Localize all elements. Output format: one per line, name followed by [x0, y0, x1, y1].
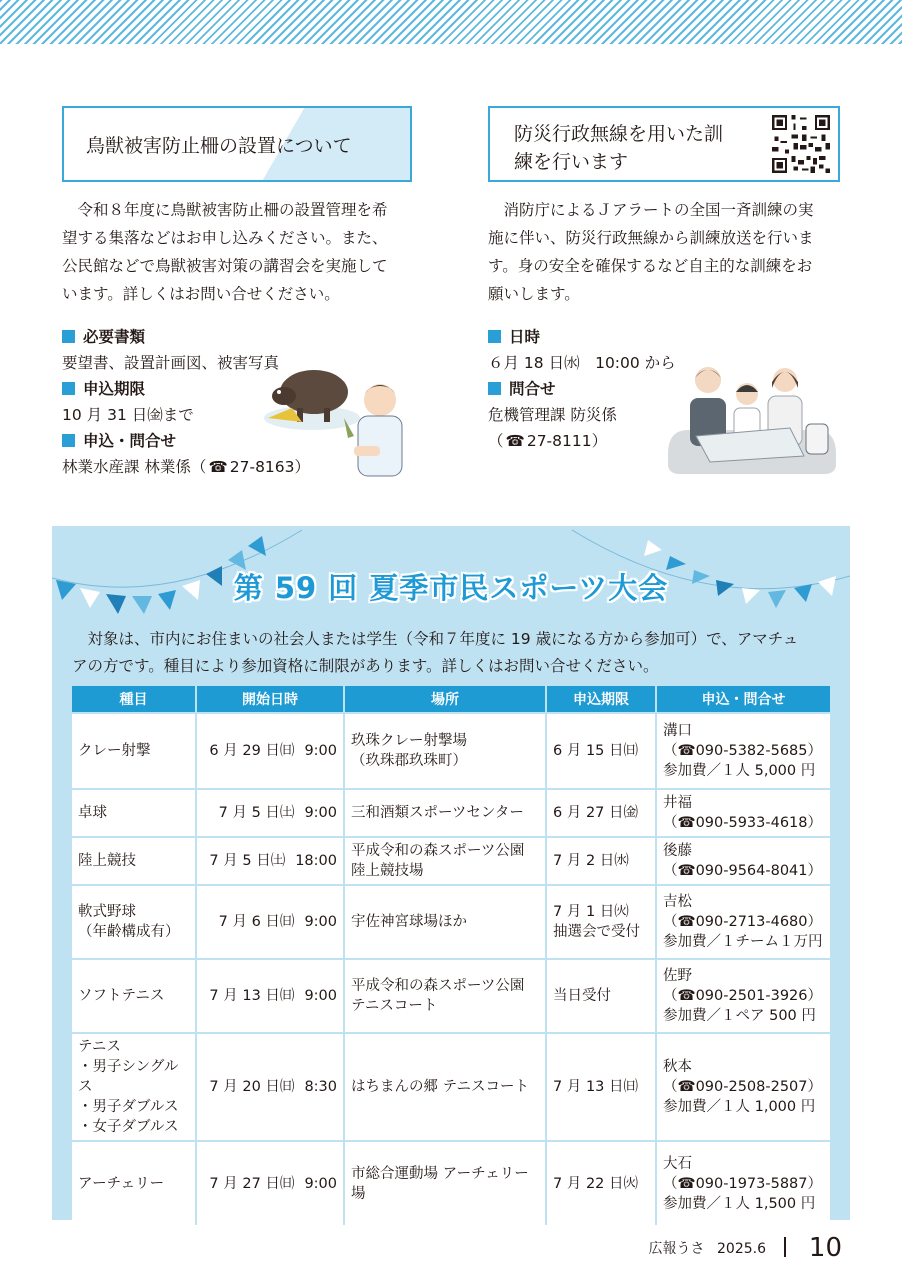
- contact-name: 井福: [663, 795, 692, 811]
- column-header-event: 種目: [72, 686, 196, 713]
- paren-open: （: [663, 815, 678, 831]
- cell-event: [72, 837, 196, 885]
- qr-code-icon: [770, 113, 832, 175]
- phone-icon: ☎: [505, 432, 525, 450]
- start-time: 9:00: [304, 1175, 337, 1192]
- event-name-line: ソフトテニス: [78, 988, 165, 1004]
- cell-deadline: [546, 789, 656, 837]
- place-line: テニスコート: [351, 998, 438, 1014]
- deadline-value: 10 月 31 日㈮まで: [62, 406, 194, 424]
- article-title-box: [62, 106, 412, 182]
- paragraph-line: 公民館などで鳥獣被害対策の講習会を実施して: [62, 257, 388, 275]
- column-header-start: 開始日時: [196, 686, 344, 713]
- contact-dept: 林業水産課 林業係（: [62, 458, 207, 476]
- cell-deadline: [546, 959, 656, 1033]
- event-name-line: クレー射撃: [78, 743, 151, 759]
- required-docs-label: 必要書類: [62, 324, 145, 350]
- start-date: 7 月 27 日㈰: [209, 1175, 295, 1192]
- place-line: （玖珠郡玖珠町）: [351, 753, 467, 769]
- participation-fee: 参加費／１人 1,500 円: [663, 1195, 816, 1212]
- article-title-line-1: 防災行政無線を用いた訓: [514, 123, 724, 145]
- contact-suffix: ）: [294, 458, 311, 476]
- paren-close: ）: [807, 1175, 823, 1192]
- place-line: 陸上競技場: [351, 863, 424, 879]
- paren-close: ）: [807, 743, 823, 759]
- start-date: 7 月 5 日㈯: [209, 853, 286, 869]
- cell-contact: [656, 885, 830, 959]
- cell-deadline: [546, 1033, 656, 1141]
- event-name-line: テニス: [78, 1039, 121, 1055]
- cell-contact: [656, 713, 830, 789]
- issue-date: 2025.6: [717, 1241, 766, 1257]
- cell-deadline: [546, 1141, 656, 1225]
- cell-event: [72, 713, 196, 789]
- phone-icon: ☎: [677, 1175, 696, 1192]
- cell-place: [344, 1141, 546, 1225]
- paren-close: ）: [807, 1079, 823, 1095]
- paragraph-line: 施に伴い、防災行政無線から訓練放送を行いま: [488, 229, 814, 247]
- contact-phone-line: [663, 813, 824, 833]
- table-row: [72, 885, 830, 959]
- cell-start-datetime: [196, 837, 344, 885]
- schedule-table: [72, 686, 830, 1225]
- start-time: 9:00: [304, 988, 337, 1004]
- contact-name: 佐野: [663, 968, 692, 984]
- cell-place: [344, 837, 546, 885]
- table-row: [72, 789, 830, 837]
- phone-icon: ☎: [677, 988, 696, 1004]
- phone-icon: ☎: [677, 863, 696, 879]
- start-date: 6 月 29 日㈰: [209, 743, 295, 759]
- cell-deadline: [546, 713, 656, 789]
- contact-name: 後藤: [663, 843, 692, 859]
- paren-open: （: [663, 914, 678, 930]
- article-paragraph: [488, 196, 848, 308]
- phone-icon: ☎: [208, 458, 228, 476]
- deadline-line: 6 月 15 日㈰: [553, 743, 639, 759]
- contact-phone-line: [663, 861, 824, 881]
- deadline-line: 当日受付: [553, 988, 611, 1004]
- event-name-line: 陸上競技: [78, 853, 136, 869]
- paren-close: ）: [807, 815, 823, 831]
- datetime-label: 日時: [488, 324, 540, 350]
- paren-close: ）: [807, 914, 823, 930]
- header-stripe-decoration: [0, 0, 902, 44]
- cell-place: [344, 885, 546, 959]
- contact-phone-line: [663, 1077, 824, 1097]
- deadline-line: 抽選会で受付: [553, 924, 640, 940]
- deadline-line: 7 月 1 日㈫: [553, 904, 629, 920]
- cell-event: [72, 959, 196, 1033]
- page-number: 10: [808, 1233, 842, 1263]
- start-time: 8:30: [304, 1079, 337, 1095]
- contact-phone: 090-5382-5685: [695, 743, 808, 759]
- paragraph-line: 消防庁によるＪアラートの全国一斉訓練の実: [488, 201, 814, 219]
- paren-open: （: [663, 988, 678, 1004]
- contact-label: 申込・問合せ: [62, 428, 176, 454]
- boar-and-farmer-illustration: [262, 360, 412, 490]
- contact-phone-line: [663, 986, 824, 1006]
- place-line: 宇佐神宮球場ほか: [351, 914, 467, 930]
- paragraph-line: す。身の安全を確保するなど自主的な訓練をお: [488, 257, 813, 275]
- start-time: 9:00: [304, 743, 337, 759]
- cell-event: [72, 1033, 196, 1141]
- page-footer: [648, 1230, 842, 1263]
- contact-phone-line: [663, 1174, 824, 1194]
- cell-deadline: [546, 837, 656, 885]
- start-time: 9:00: [304, 914, 337, 930]
- phone-number: 27-8111: [526, 432, 592, 450]
- phone-open: （: [488, 432, 504, 450]
- deadline-line: 7 月 2 日㈬: [553, 853, 629, 869]
- contact-phone: 090-2508-2507: [695, 1079, 808, 1095]
- event-name-line: 軟式野球: [78, 904, 136, 920]
- event-name-line: ・男子シングルス: [78, 1059, 179, 1095]
- participation-fee: 参加費／１チーム１万円: [663, 934, 823, 950]
- paren-open: （: [663, 743, 678, 759]
- cell-start-datetime: [196, 959, 344, 1033]
- cell-place: [344, 789, 546, 837]
- event-name-line: アーチェリー: [78, 1175, 165, 1192]
- required-docs-value: 要望書、設置計画図、被害写真: [62, 354, 280, 372]
- paragraph-line: 望する集落などはお申し込みください。また、: [62, 229, 388, 247]
- contact-phone: 090-2501-3926: [695, 988, 808, 1004]
- paren-open: （: [663, 1175, 678, 1192]
- intro-line: 対象は、市内にお住まいの社会人または学生（令和７年度に 19 歳になる方から参加可）で、アマチュ: [72, 630, 799, 648]
- participation-fee: 参加費／１人 1,000 円: [663, 1099, 816, 1115]
- start-time: 9:00: [304, 805, 337, 821]
- start-date: 7 月 20 日㈰: [209, 1079, 295, 1095]
- event-name-line: ・男子ダブルス: [78, 1099, 179, 1115]
- event-name-line: ・女子ダブルス: [78, 1119, 179, 1135]
- inquiry-phone: [488, 428, 607, 454]
- contact-name: 秋本: [663, 1059, 692, 1075]
- phone-icon: ☎: [677, 914, 696, 930]
- cell-place: [344, 713, 546, 789]
- cell-contact: [656, 1033, 830, 1141]
- table-row: [72, 959, 830, 1033]
- table-row: [72, 1033, 830, 1141]
- cell-event: [72, 789, 196, 837]
- phone-close: ）: [591, 432, 608, 450]
- cell-contact: [656, 837, 830, 885]
- contact-phone: 27-8163: [229, 458, 295, 476]
- datetime-value: ６月 18 日㈬ 10:00 から: [488, 354, 676, 372]
- table-header-row: [72, 686, 830, 713]
- cell-place: [344, 959, 546, 1033]
- table-row: [72, 713, 830, 789]
- paren-close: ）: [807, 863, 823, 879]
- deadline-line: 7 月 22 日㈫: [553, 1175, 639, 1192]
- paragraph-line: います。詳しくはお問い合せください。: [62, 285, 340, 303]
- column-header-place: 場所: [344, 686, 546, 713]
- event-name-line: （年齢構成有）: [78, 924, 180, 940]
- paren-open: （: [663, 1079, 678, 1095]
- article-title-line-2: 練を行います: [514, 151, 629, 173]
- cell-start-datetime: [196, 713, 344, 789]
- cell-start-datetime: [196, 789, 344, 837]
- deadline-line: 6 月 27 日㈮: [553, 805, 639, 821]
- event-name-line: 卓球: [78, 805, 107, 821]
- inquiry-value: 危機管理課 防災係: [488, 406, 617, 424]
- start-time: 18:00: [295, 853, 337, 869]
- paragraph-line: 願いします。: [488, 285, 580, 303]
- place-line: 三和酒類スポーツセンター: [351, 805, 524, 821]
- participation-fee: 参加費／１ペア 500 円: [663, 1008, 816, 1024]
- participation-fee: 参加費／１人 5,000 円: [663, 763, 816, 779]
- place-line: 平成令和の森スポーツ公園: [351, 978, 525, 994]
- place-line: 市総合運動場 アーチェリー場: [351, 1165, 529, 1202]
- cell-contact: [656, 1141, 830, 1225]
- contact-name: 溝口: [663, 723, 692, 739]
- deadline-label: 申込期限: [62, 376, 145, 402]
- cell-contact: [656, 789, 830, 837]
- contact-phone: 090-5933-4618: [695, 815, 808, 831]
- contact-phone-line: [663, 912, 824, 932]
- event-title: 第 59 回 夏季市民スポーツ大会: [233, 571, 669, 605]
- inquiry-label: 問合せ: [488, 376, 556, 402]
- cell-event: [72, 885, 196, 959]
- family-illustration: [664, 358, 840, 476]
- paragraph-line: 令和８年度に鳥獣被害防止柵の設置管理を希: [62, 201, 388, 219]
- paren-open: （: [663, 863, 678, 879]
- deadline-line: 7 月 13 日㈰: [553, 1079, 639, 1095]
- phone-icon: ☎: [677, 1079, 696, 1095]
- article-title: 鳥獣被害防止柵の設置について: [86, 135, 352, 157]
- cell-start-datetime: [196, 1141, 344, 1225]
- start-date: 7 月 5 日㈯: [218, 805, 295, 821]
- table-row: [72, 1141, 830, 1225]
- event-intro: [72, 626, 832, 680]
- cell-place: [344, 1033, 546, 1141]
- column-header-deadline: 申込期限: [546, 686, 656, 713]
- phone-icon: ☎: [677, 743, 696, 759]
- cell-start-datetime: [196, 885, 344, 959]
- cell-deadline: [546, 885, 656, 959]
- paren-close: ）: [807, 988, 823, 1004]
- start-date: 7 月 6 日㈰: [218, 914, 295, 930]
- table-row: [72, 837, 830, 885]
- start-date: 7 月 13 日㈰: [209, 988, 295, 1004]
- contact-phone-line: [663, 741, 824, 761]
- place-line: 平成令和の森スポーツ公園: [351, 843, 525, 859]
- place-line: はちまんの郷 テニスコート: [351, 1079, 530, 1095]
- cell-contact: [656, 959, 830, 1033]
- footer-divider: [784, 1237, 786, 1257]
- contact-name: 吉松: [663, 894, 692, 910]
- contact-phone: 090-2713-4680: [695, 914, 808, 930]
- place-line: 玖珠クレー射撃場: [351, 733, 467, 749]
- contact-name: 大石: [663, 1155, 692, 1172]
- column-header-contact: 申込・問合せ: [656, 686, 830, 713]
- cell-start-datetime: [196, 1033, 344, 1141]
- contact-phone: 090-1973-5887: [695, 1175, 808, 1192]
- phone-icon: ☎: [677, 815, 696, 831]
- intro-line: アの方です。種目により参加資格に制限があります。詳しくはお問い合せください。: [72, 657, 659, 675]
- cell-event: [72, 1141, 196, 1225]
- publication-name: 広報うさ: [648, 1241, 705, 1257]
- contact-phone: 090-9564-8041: [695, 863, 808, 879]
- article-paragraph: [62, 196, 422, 308]
